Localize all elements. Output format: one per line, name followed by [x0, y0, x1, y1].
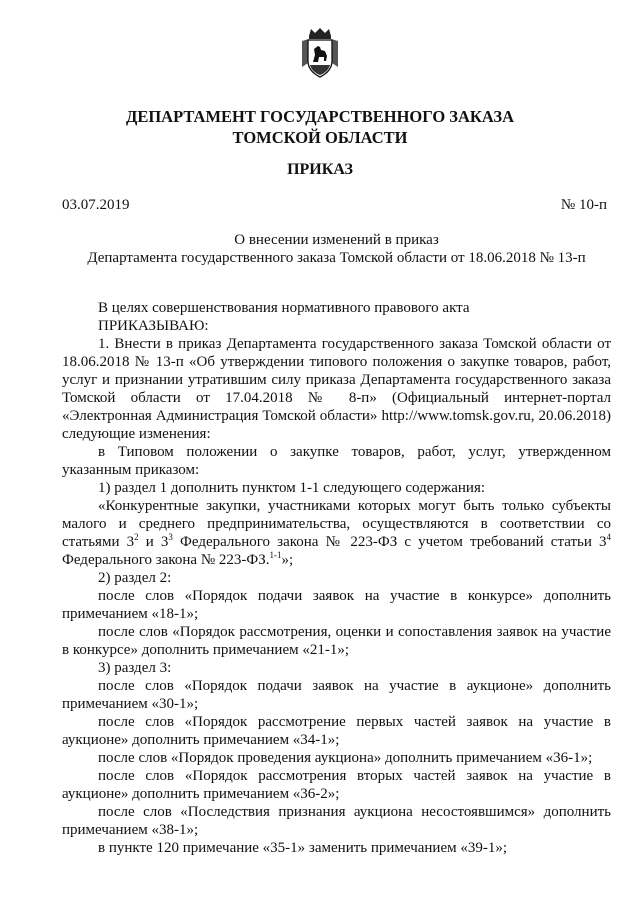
amendment-18-1: после слов «Порядок подачи заявок на участие в конкурсе» дополнить примечанием «18-1»;	[62, 588, 611, 622]
quoted-clause-text-b: и 3	[138, 534, 169, 550]
order-body	[62, 299, 611, 857]
section-3-paragraph: 3) раздел 3:	[98, 660, 172, 676]
order-subject	[62, 232, 611, 267]
superscript-2: 2	[134, 532, 139, 542]
department-title-line1: ДЕПАРТАМЕНТ ГОСУДАРСТВЕННОГО ЗАКАЗА	[125, 107, 515, 126]
order-date: 03.07.2019	[62, 197, 130, 213]
subject-line2: Департамента государственного заказа Томской области от 18.06.2018 № 13-п	[87, 249, 586, 266]
quoted-clause-paragraph	[62, 497, 611, 569]
quoted-clause-text-d: Федерального закона № 223-ФЗ.	[62, 552, 270, 568]
tomsk-coat-of-arms-icon	[299, 27, 341, 81]
amendment-38-1: после слов «Последствия признания аукциона несостоявшимся» дополнить примечанием «38-1»;	[62, 804, 611, 838]
section-2-paragraph: 2) раздел 2:	[98, 570, 172, 586]
amendment-21-1: после слов «Порядок рассмотрения, оценки и сопоставления заявок на участие в конкурсе» дополнить примечанием «21-1»;	[62, 624, 611, 658]
amendment-34-1: после слов «Порядок рассмотрение первых частей заявок на участие в аукционе» дополнить примечанием «34-1»;	[62, 714, 611, 748]
amendment-39-1: в пункте 120 примечание «35-1» заменить примечанием «39-1»;	[98, 840, 508, 856]
order-number: № 10-п	[560, 197, 607, 213]
typical-regulation-paragraph: в Типовом положении о закупке товаров, работ, услуг, утвержденном указанным приказом:	[62, 444, 611, 478]
superscript-4: 4	[606, 532, 612, 542]
quoted-clause-text-e: »;	[281, 552, 294, 568]
document-type-heading: ПРИКАЗ	[287, 161, 353, 178]
department-title-line2: ТОМСКОЙ ОБЛАСТИ	[232, 128, 408, 147]
amendment-30-1: после слов «Порядок подачи заявок на участие в аукционе» дополнить примечанием «30-1»;	[62, 678, 611, 712]
preamble-paragraph: В целях совершенствования нормативного правового акта	[98, 300, 470, 316]
superscript-3: 3	[168, 532, 173, 542]
amendment-36-2: после слов «Порядок рассмотрения вторых частей заявок на участие в аукционе» дополнить примечанием «36-2»;	[62, 768, 611, 802]
section-1-paragraph: 1) раздел 1 дополнить пунктом 1-1 следующего содержания:	[98, 480, 486, 496]
subject-line1: О внесении изменений в приказ	[234, 232, 439, 248]
quoted-clause-text-a: «Конкурентные закупки, участниками которых могут быть только субъекты малого и среднего предпринимательства, осуществляются в соответствии со статьями 3	[62, 498, 611, 550]
quoted-clause-text-c: Федерального закона № 223-ФЗ с учетом требований статьи 3	[172, 534, 607, 550]
amendment-36-1: после слов «Порядок проведения аукциона» дополнить примечанием «36-1»;	[98, 750, 593, 766]
order-directive: ПРИКАЗЫВАЮ:	[98, 318, 209, 334]
superscript-1-1: 1-1	[269, 550, 282, 560]
clause-1-paragraph: 1. Внести в приказ Департамента государственного заказа Томской области от 18.06.2018 № 13-п «Об утверждении типового положения о закупке товаров, работ, услуг и признании утратившим силу приказа Департамента государственного заказа Томской области от 17.04.2018 № 8-п» (Официальный интернет-портал «Электронная Администрация Томской области» http://www.tomsk.gov.ru, 20.06.2018) следующие изменения:	[62, 336, 611, 442]
